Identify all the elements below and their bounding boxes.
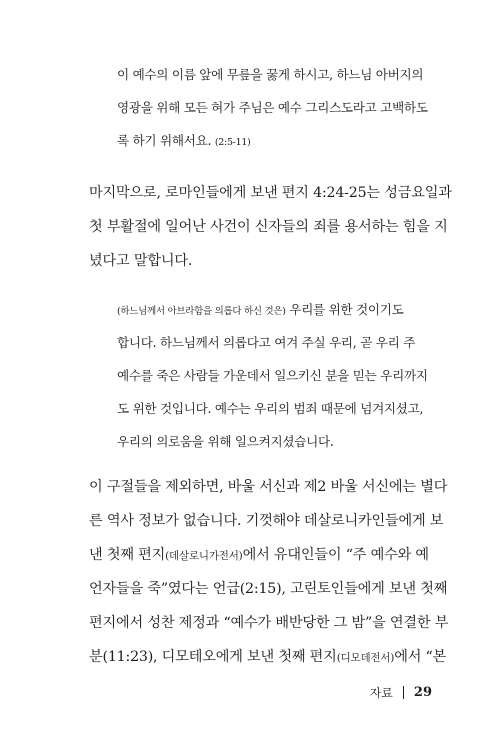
paragraph-line: 이 구절들을 제외하면, 바울 서신과 제2 바울 서신에는 별다 [89, 479, 448, 495]
paragraph-text: 에서 유대인들이 “주 예수와 예 [242, 547, 429, 563]
paragraph-line: 언자들을 죽”였다는 언급(2:15), 고린토인들에게 보낸 첫째 [89, 581, 448, 597]
paragraph-line [89, 538, 448, 572]
paragraph-line: 녔다고 말합니다. [89, 253, 193, 269]
quote-line [117, 124, 428, 157]
verse-reference: (2:5-11) [214, 137, 251, 148]
book-alias-note: (데살로니가전서) [165, 550, 243, 562]
quote-line: 합니다. 하느님께서 의롭다고 여겨 주실 우리, 곧 우리 주 [117, 335, 416, 350]
page-footer [370, 684, 432, 701]
paragraph-text: 분(11:23), 디모테오에게 보낸 첫째 편지 [89, 649, 337, 665]
quote-context-note: (하느님께서 아브라함을 의롭다 하신 것은) [117, 306, 286, 317]
quote-line: 우리의 의로움을 위해 일으켜지셨습니다. [117, 434, 334, 449]
paragraph-line: 른 역사 정보가 없습니다. 기껏해야 데살로니카인들에게 보 [89, 513, 444, 529]
body-paragraph-romans [89, 176, 452, 278]
footer-divider [403, 686, 404, 699]
quote-line: 영광을 위해 모든 혀가 주님은 예수 그리스도라고 고백하도 [117, 100, 428, 115]
paragraph-line: 첫 부활절에 일어난 사건이 신자들의 죄를 용서하는 힘을 지 [89, 219, 448, 235]
paragraph-line [89, 640, 448, 674]
paragraph-line: 편지에서 성찬 제정과 “예수가 배반당한 그 밤”을 연결한 부 [89, 615, 449, 631]
paragraph-text: 에서 “본 [394, 649, 447, 665]
body-paragraph-epistles [89, 470, 448, 674]
page-number: 29 [413, 685, 432, 700]
book-alias-note: (디모데전서) [336, 652, 395, 664]
quote-line: 예수를 죽은 사람들 가운데서 일으키신 분을 믿는 우리까지 [117, 368, 428, 383]
quote-line: 도 위한 것입니다. 예수는 우리의 범죄 때문에 넘겨지셨고, [117, 401, 424, 416]
quote-line [117, 293, 428, 326]
quote-text: 록 하기 위해서요. [117, 133, 212, 148]
paragraph-text: 낸 첫째 편지 [89, 547, 166, 563]
quote-line: 이 예수의 이름 앞에 무릎을 꿇게 하시고, 하느님 아버지의 [117, 67, 424, 82]
block-quote-romans [117, 293, 428, 458]
block-quote-philippians [117, 58, 428, 157]
quote-text: 우리를 위한 것이기도 [289, 302, 404, 317]
paragraph-line: 마지막으로, 로마인들에게 보낸 편지 4:24-25는 성금요일과 [89, 185, 452, 201]
section-label: 자료 [369, 686, 393, 700]
